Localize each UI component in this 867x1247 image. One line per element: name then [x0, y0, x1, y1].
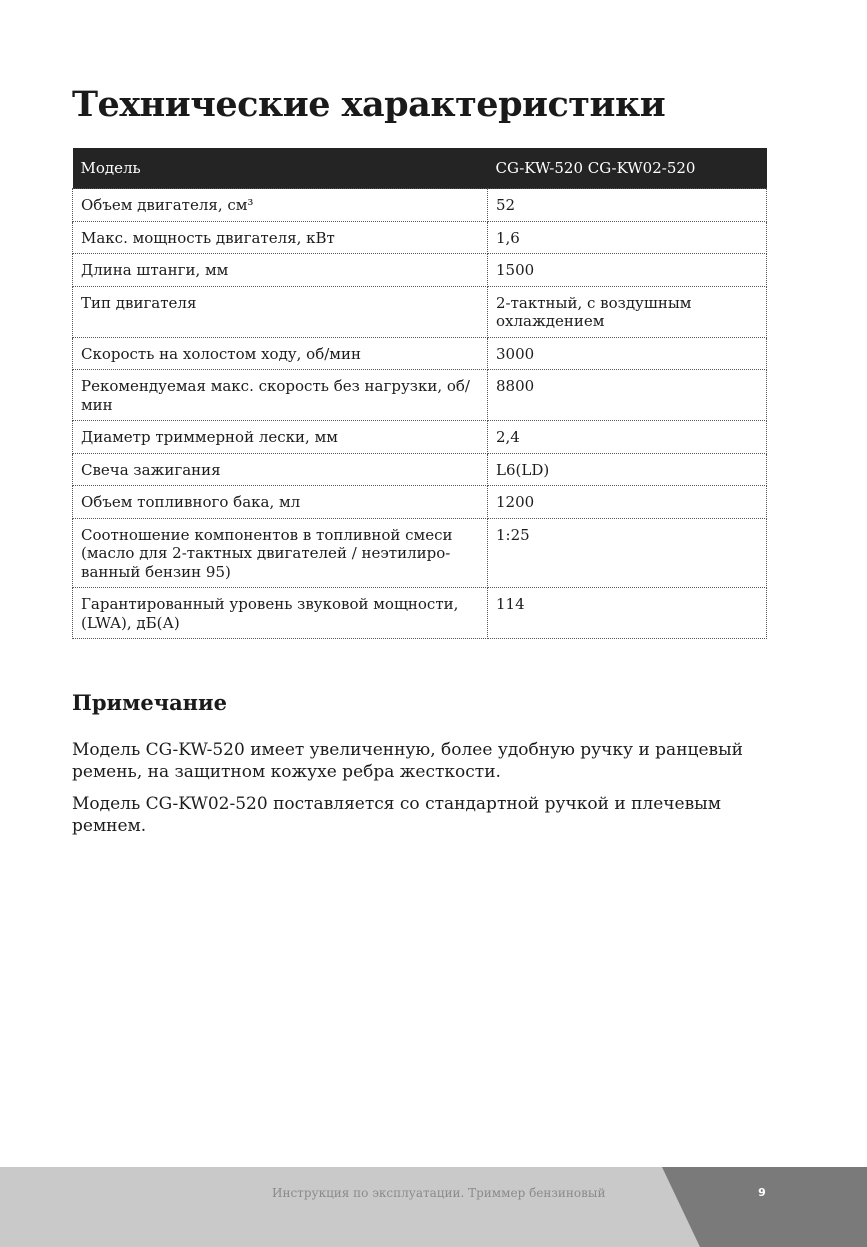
row-value: L6(LD) [488, 453, 767, 486]
header-value: CG-KW-520 CG-KW02-520 [488, 148, 767, 189]
table-row [73, 221, 767, 254]
row-label: Скорость на холостом ходу, об/мин [73, 337, 488, 370]
table-header-row [73, 148, 767, 189]
specifications-table [72, 148, 767, 639]
page-title: Технические характеристики [72, 84, 666, 125]
table-row [73, 588, 767, 639]
row-value: 2,4 [488, 421, 767, 454]
table-row [73, 254, 767, 287]
note-heading: Примечание [72, 690, 227, 715]
row-label: Соотношение компонентов в топливной смеси (масло для 2-тактных двигателей / неэтилиро-ванный бензин 95) [73, 518, 488, 588]
note-paragraph: Модель CG-KW02-520 поставляется со стандартной ручкой и плечевым ремнем. [72, 794, 721, 836]
row-label: Макс. мощность двигателя, кВт [73, 221, 488, 254]
row-label: Объем топливного бака, мл [73, 486, 488, 519]
row-label: Тип двигателя [73, 286, 488, 337]
row-label: Длина штанги, мм [73, 254, 488, 287]
row-value: 1:25 [488, 518, 767, 588]
table-row [73, 286, 767, 337]
row-label: Рекомендуемая макс. скорость без нагрузки, об/мин [73, 370, 488, 421]
table-row [73, 518, 767, 588]
footer-page-tab [0, 1167, 867, 1247]
row-value: 3000 [488, 337, 767, 370]
row-label: Диаметр триммерной лески, мм [73, 421, 488, 454]
table-row [73, 486, 767, 519]
row-value: 1500 [488, 254, 767, 287]
footer-caption: Инструкция по эксплуатации. Триммер бензиновый [272, 1186, 606, 1200]
page-number: 9 [758, 1186, 766, 1199]
header-label: Модель [73, 148, 488, 189]
table-row [73, 453, 767, 486]
table-row [73, 370, 767, 421]
note-paragraph: Модель CG-KW-520 имеет увеличенную, более удобную ручку и ранцевый ремень, на защитном кожухе ребра жесткости. [72, 740, 743, 782]
row-value: 8800 [488, 370, 767, 421]
table-row [73, 337, 767, 370]
row-label: Гарантированный уровень звуковой мощности, (LWA), дБ(А) [73, 588, 488, 639]
table-row [73, 189, 767, 222]
row-value: 1200 [488, 486, 767, 519]
row-value: 2-тактный, с воздушным охлаждением [488, 286, 767, 337]
row-value: 1,6 [488, 221, 767, 254]
row-value: 52 [488, 189, 767, 222]
row-label: Объем двигателя, см³ [73, 189, 488, 222]
row-value: 114 [488, 588, 767, 639]
row-label: Свеча зажигания [73, 453, 488, 486]
table-row [73, 421, 767, 454]
